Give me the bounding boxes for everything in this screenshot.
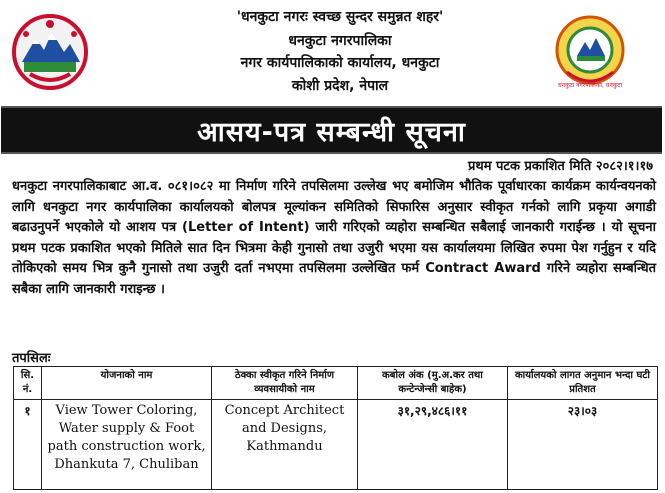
col-header-contractor: ठेक्का स्वीकृत गरिने निर्माण व्यवसायीको नाम bbox=[212, 367, 358, 400]
logo-caption: धनकुटा नगरपालिका, धनकुटा bbox=[557, 82, 623, 89]
letterhead bbox=[0, 0, 665, 104]
nepal-emblem-icon bbox=[10, 12, 90, 92]
col-header-below-percent: कार्यालयको लागत अनुमान भन्दा घटी प्रतिशत bbox=[508, 367, 658, 400]
table-header-row bbox=[14, 367, 658, 400]
col-header-project: योजनाको नाम bbox=[42, 367, 212, 400]
province-name: कोशी प्रदेश, नेपाल bbox=[291, 78, 389, 94]
cell-sn: १ bbox=[14, 400, 42, 490]
col-header-bid-amount: कबोल अंक (मु.अ.कर तथा कन्टेन्जेन्सी बाहेक) bbox=[358, 367, 508, 400]
municipality-motto: 'धनकुटा नगरः स्वच्छ सुन्दर समुन्नत शहर' bbox=[236, 9, 444, 25]
notice-title-bar bbox=[1, 106, 662, 154]
cell-project: View Tower Coloring, Water supply & Foot path construction work, Dhankuta 7, Chuliban bbox=[42, 400, 212, 490]
cell-bid-amount: ३१,२९,४८६।११ bbox=[358, 400, 508, 490]
details-label: तपसिलः bbox=[12, 351, 51, 366]
col-header-sn: सि. नं. bbox=[14, 367, 42, 400]
office-name: नगर कार्यपालिकाको कार्यालय, धनकुटा bbox=[240, 55, 440, 71]
municipality-logo-icon bbox=[553, 12, 627, 92]
table-row bbox=[14, 400, 658, 490]
municipality-name: धनकुटा नगरपालिका bbox=[288, 33, 392, 49]
details-table bbox=[13, 366, 658, 490]
cell-below-percent: २३।०३ bbox=[508, 400, 658, 490]
cell-contractor: Concept Architect and Designs, Kathmandu bbox=[212, 400, 358, 490]
publication-date: प्रथम पटक प्रकाशित मिति २०८२।१।१७ bbox=[468, 159, 653, 174]
notice-body: धनकुटा नगरपालिकाबाट आ.व. ०८१।०८२ मा निर्माण गरिने तपसिलमा उल्लेख भए बमोजिम भौतिक पूर्वाधारका कार्यक्रम कार्यन्वयनको लागि धनकुटा नगर कार्यपालिका कार्यालयको बोलपत्र मूल्यांकन समितिको सिफारिस अनुसार स्वीकृत गर्नको लागि प्रकृया अगाडी बढाउनुपर्ने भएकोले यो आशय पत्र (Letter of Intent) जारी गरिएको व्यहोरा सम्बन्धित सबैलाई जानकारी गराईन्छ । यो सूचना प्रथम पटक प्रकाशित भएको मितिले सात दिन भित्रमा केही गुनासो तथा उजुरी भएमा यस कार्यालयमा लिखित रुपमा पेश गर्नुहुन र यदि तोकिएको समय भित्र कुनै गुनासो तथा उजुरी दर्ता नभएमा तपसिलमा उल्लेखित फर्म Contract Award गरिने व्यहोरा सम्बन्धित सबैका लागि जानकारी गराइन्छ । bbox=[12, 179, 656, 297]
notice-title: आसय-पत्र सम्बन्धी सूचना bbox=[197, 116, 466, 148]
